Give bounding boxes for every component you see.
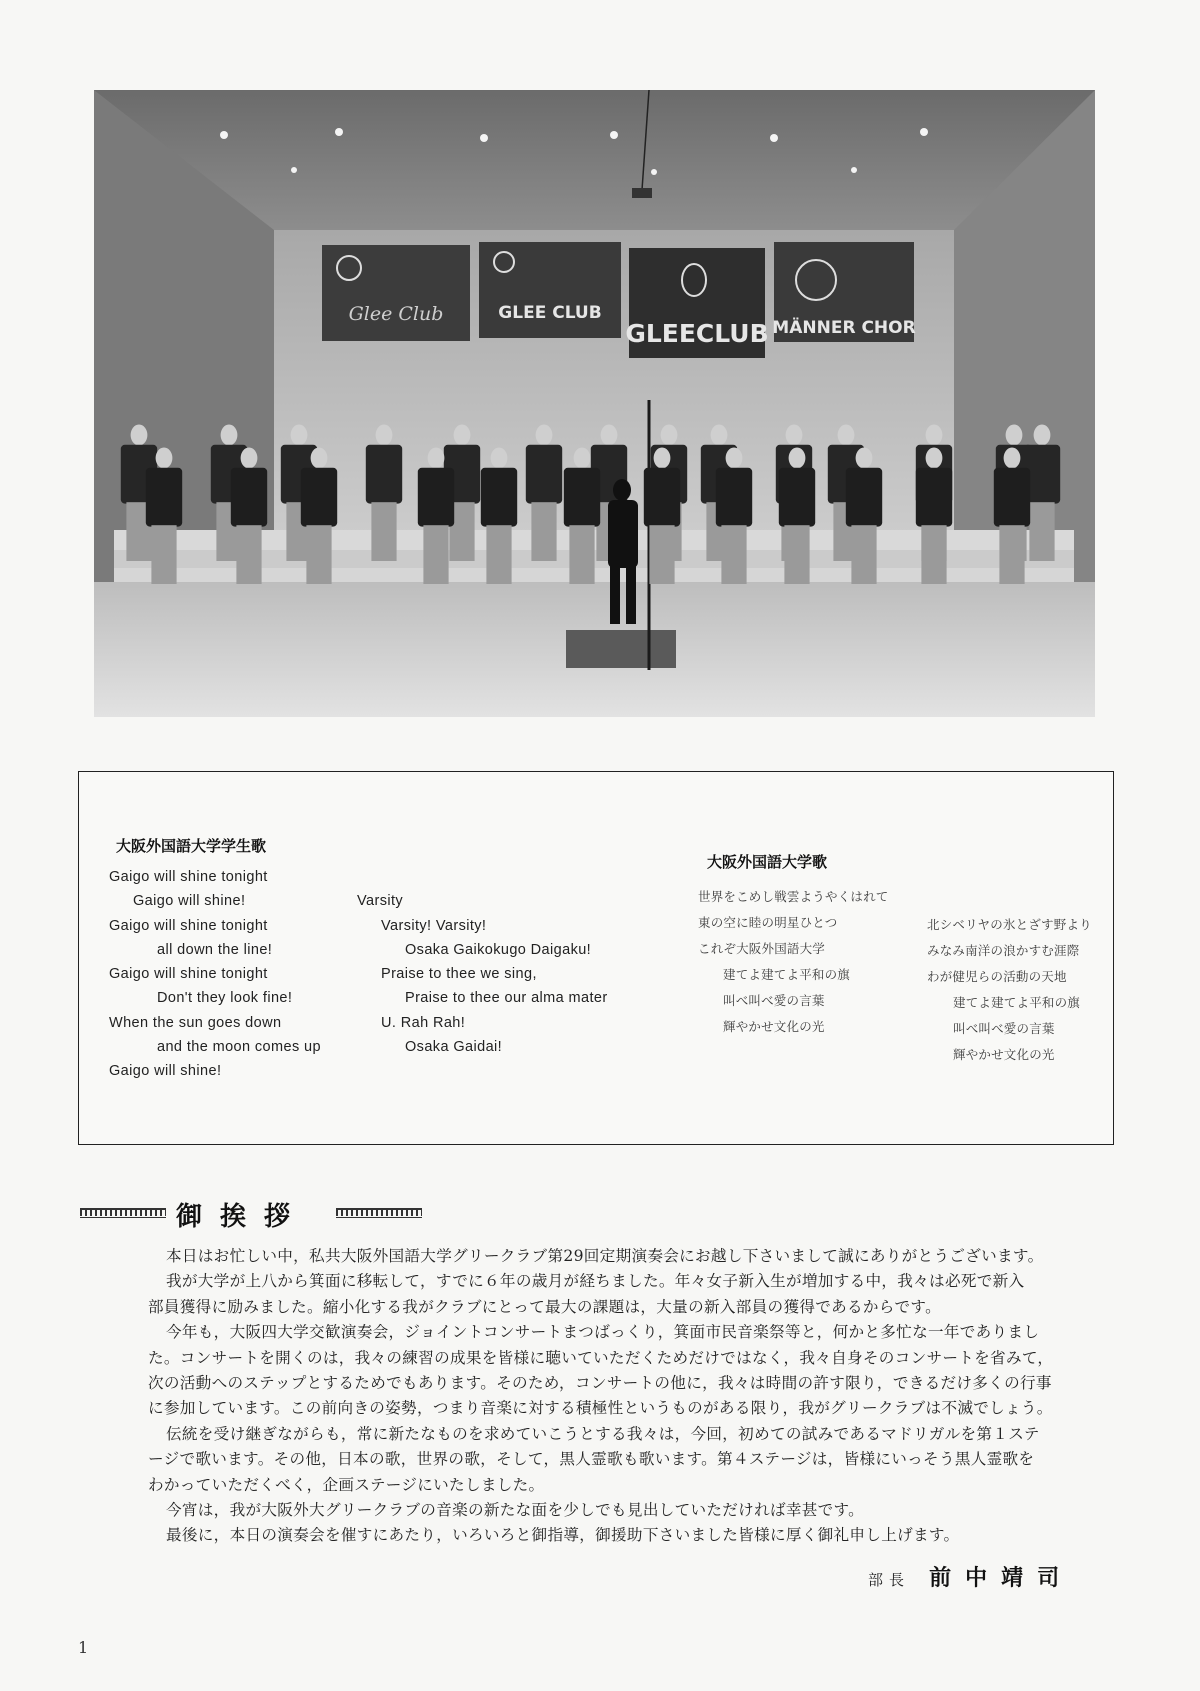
school-song-line: Gaigo will shine! [133, 893, 246, 909]
singer-trousers [851, 525, 876, 584]
singer-head [574, 448, 591, 469]
singer-head [1034, 425, 1051, 446]
singer-head [156, 448, 173, 469]
songs-box [78, 771, 1114, 1145]
greeting-heading [80, 1196, 440, 1230]
singer-trousers [921, 525, 946, 584]
greeting-line: 最後に，本日の演奏会を催すにあたり，いろいろと御指導，御援助下さいました皆様に厚く御礼申し上げます。 [166, 1526, 960, 1545]
school-song-line: U. Rah Rah! [381, 1015, 466, 1031]
singer-jacket [526, 445, 562, 504]
school-song-line: Gaigo will shine tonight [109, 918, 268, 934]
school-song-line: Gaigo will shine! [109, 1063, 222, 1079]
singer-trousers [371, 502, 396, 561]
university-song-line: 北シベリヤの氷とざす野より [927, 917, 1092, 932]
singer-trousers [1029, 502, 1054, 561]
greeting-line: 次の活動へのステップとするためでもあります。そのため，コンサートの他に，我々は時間の許す限り，できるだけ多くの行事 [148, 1374, 1052, 1393]
singer-head [376, 425, 393, 446]
singer-trousers [531, 502, 556, 561]
greeting-title: 御挨拶 [176, 1202, 309, 1232]
singer-jacket [916, 468, 952, 527]
university-song-line: これぞ大阪外国語大学 [698, 941, 826, 956]
singer-head [786, 425, 803, 446]
university-song-line: 叫べ叫べ愛の言葉 [953, 1021, 1055, 1036]
university-song-line: 建てよ建てよ平和の旗 [953, 995, 1081, 1010]
school-song-line: Praise to thee our alma mater [405, 990, 608, 1006]
university-song-line: 輝やかせ文化の光 [953, 1047, 1055, 1062]
school-song-line: Praise to thee we sing, [381, 966, 537, 982]
singer-trousers [151, 525, 176, 584]
singer-head [601, 425, 618, 446]
university-song-line: 東の空に睦の明星ひとつ [698, 915, 838, 930]
singer-head [536, 425, 553, 446]
school-song-line: Osaka Gaidai! [405, 1039, 503, 1055]
singer-head [1004, 448, 1021, 469]
greeting-line: 今年も，大阪四大学交歓演奏会，ジョイントコンサートまつばっくり，箕面市民音楽祭等と，何かと多忙な一年でありまし [166, 1323, 1040, 1342]
greeting-line: た。コンサートを開くのは，我々の練習の成果を皆様に聴いていただくためだけではなく，我々自身そのコンサートを省みて， [148, 1348, 1054, 1367]
ornament-left [80, 1210, 166, 1216]
singer-jacket [146, 468, 182, 527]
banner-1-text: Glee Club [348, 303, 444, 325]
greeting-line: わかっていただくべく，企画ステージにいたしました。 [148, 1475, 545, 1494]
ornament-right [336, 1210, 422, 1216]
singer-jacket [994, 468, 1030, 527]
singer-head [661, 425, 678, 446]
singer-head [711, 425, 728, 446]
greeting-body [148, 1244, 1133, 1549]
university-song-line: わが健児らの活動の天地 [927, 969, 1067, 984]
singer-trousers [306, 525, 331, 584]
singer-jacket [481, 468, 517, 527]
singer-trousers [486, 525, 511, 584]
school-song-line: and the moon comes up [157, 1039, 321, 1055]
singer-jacket [301, 468, 337, 527]
singer-trousers [236, 525, 261, 584]
singer-head [311, 448, 328, 469]
singer-trousers [999, 525, 1024, 584]
banner-2-text: GLEE CLUB [498, 303, 602, 323]
greeting-line: に参加しています。この前向きの姿勢，つまり音楽に対する積極性というものがある限り，我がグリークラブは不滅でしょう。 [148, 1399, 1053, 1418]
school-song-line: all down the line! [157, 942, 273, 958]
greeting-line: ージで歌います。その他，日本の歌，世界の歌，そして，黒人霊歌も歌います。第４ステージは，皆様にいっそう黒人霊歌を [148, 1450, 1035, 1469]
school-song-line: Gaigo will shine tonight [109, 869, 268, 885]
school-song-line: Osaka Gaikokugo Daigaku! [405, 942, 592, 958]
university-song-line: 輝やかせ文化の光 [723, 1019, 825, 1034]
singer-head [838, 425, 855, 446]
signature [868, 1561, 1073, 1592]
banner-3-text: GLEECLUB [625, 319, 769, 348]
university-song-title: 大阪外国語大学歌 [707, 853, 828, 871]
concert-stage-image [94, 90, 1095, 717]
singer-head [926, 448, 943, 469]
singer-head [1006, 425, 1023, 446]
singer-jacket [846, 468, 882, 527]
singer-trousers [569, 525, 594, 584]
singer-head [291, 425, 308, 446]
choir-photo [94, 90, 1095, 717]
school-song-line: When the sun goes down [109, 1015, 282, 1031]
singer-jacket [366, 445, 402, 504]
singer-trousers [721, 525, 746, 584]
singer-head [428, 448, 445, 469]
university-song-line: 叫べ叫べ愛の言葉 [723, 993, 825, 1008]
singer-head [241, 448, 258, 469]
singer-trousers [423, 525, 448, 584]
greeting-line: 伝統を受け継ぎながらも，常に新たなものを求めていこうとする我々は，今回，初めての試みであるマドリガルを第１ステ [166, 1424, 1040, 1443]
school-song-line: Gaigo will shine tonight [109, 966, 268, 982]
singer-head [856, 448, 873, 469]
singer-head [221, 425, 238, 446]
singer-jacket [418, 468, 454, 527]
greeting-line: 今宵は，我が大阪外大グリークラブの音楽の新たな面を少しでも見出していただければ幸甚です。 [166, 1501, 865, 1520]
singer-head [926, 425, 943, 446]
signature-role: 部長 [868, 1571, 911, 1589]
signature-name: 前中靖司 [929, 1566, 1074, 1591]
school-song-line: Varsity [357, 893, 404, 909]
university-song-line: みなみ南洋の浪かすむ涯際 [927, 943, 1080, 958]
school-song-title: 大阪外国語大学学生歌 [116, 837, 267, 855]
singer-head [491, 448, 508, 469]
singer-jacket [644, 468, 680, 527]
singer-jacket [231, 468, 267, 527]
university-song-line: 建てよ建てよ平和の旗 [723, 967, 851, 982]
singer-jacket [716, 468, 752, 527]
banner-4-text: MÄNNER CHOR [772, 318, 916, 338]
singer-trousers [649, 525, 674, 584]
singer-head [654, 448, 671, 469]
singer-head [789, 448, 806, 469]
greeting-line: 我が大学が上八から箕面に移転して，すでに６年の歳月が経ちました。年々女子新入生が増加する中，我々は必死で新入 [166, 1272, 1025, 1291]
school-song-line: Don't they look fine! [157, 990, 293, 1006]
university-song-line: 世界をこめし戦雲ようやくはれて [698, 889, 889, 904]
school-song-line: Varsity! Varsity! [381, 918, 487, 934]
page-number: 1 [78, 1638, 89, 1657]
singer-head [131, 425, 148, 446]
singer-head [726, 448, 743, 469]
greeting-line: 本日はお忙しい中，私共大阪外国語大学グリークラブ第29回定期演奏会にお越し下さいまして誠にありがとうございます。 [166, 1247, 1044, 1265]
singer-jacket [564, 468, 600, 527]
singer-trousers [784, 525, 809, 584]
singer-head [454, 425, 471, 446]
greeting-line: 部員獲得に励みました。縮小化する我がクラブにとって最大の課題は，大量の新入部員の獲得であるからです。 [148, 1297, 941, 1316]
singer-jacket [779, 468, 815, 527]
